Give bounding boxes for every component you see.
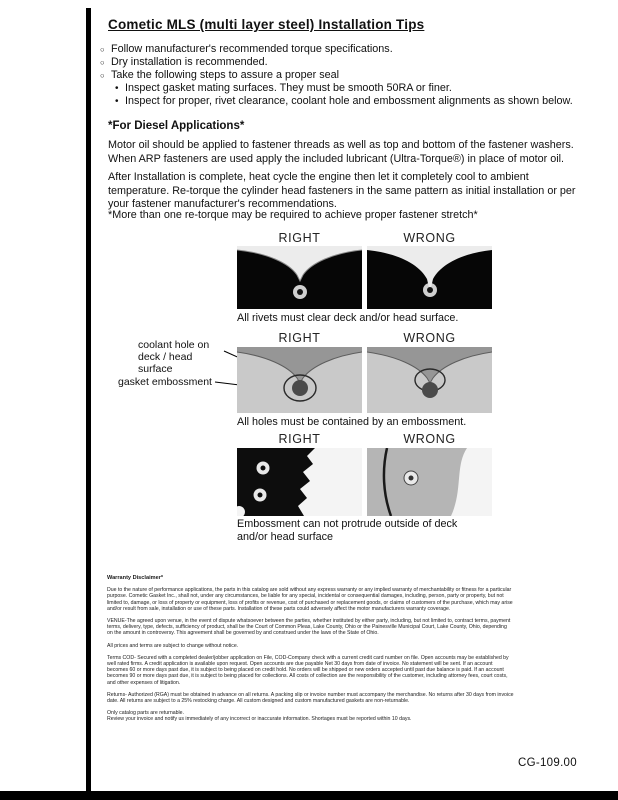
bullet-icon: ○: [100, 45, 105, 54]
legal-section: [107, 575, 514, 729]
legal-paragraph: Review your invoice and notify us immediately of any incorrect or inaccurate information. Shortages must be reported within 10 days.: [107, 716, 412, 723]
rivet-clearance-wrong-illustration: [367, 246, 492, 309]
list-item: [100, 43, 592, 56]
rivet-clearance-right-illustration: [237, 246, 362, 309]
legal-paragraph: Only catalog parts are returnable.: [107, 710, 184, 717]
list-item-text: Inspect gasket mating surfaces. They must be smooth 50RA or finer.: [125, 82, 452, 94]
bullet-icon: •: [115, 96, 119, 107]
diesel-paragraph-2: After Installation is complete, heat cycle the engine then let it completely cool to ambient temperature. Re-torque the cylinder head fasteners in the same pattern as initial installation or per your fastener manufacturer's recommendations.: [108, 171, 576, 210]
bullet-icon: ○: [100, 71, 105, 80]
gasket-embossment-callout: gasket embossment: [118, 376, 212, 388]
installation-tips-list: [100, 43, 592, 108]
legal-paragraph: All prices and terms are subject to change without notice.: [107, 642, 239, 649]
figure1-right-label: RIGHT: [278, 231, 321, 245]
catalog-page-code: CG-109.00: [518, 757, 577, 769]
figure1-caption: All rivets must clear deck and/or head surface.: [237, 312, 459, 324]
list-item: [100, 95, 592, 108]
embossment-protrusion-wrong-illustration: [367, 448, 492, 516]
list-item-text: Inspect for proper, rivet clearance, coolant hole and embossment alignments as shown below.: [125, 95, 573, 107]
embossment-containment-wrong-illustration: [367, 347, 492, 413]
list-item-text: Take the following steps to assure a proper seal: [111, 69, 340, 81]
legal-paragraph: Terms COD- Secured with a completed dealer/jobber application on File, COD-Company check with a current credit card number on file. Open accounts may be established by well rated firms. A credit application is available upon request. Open accounts are due payable Net 30 days from date of invoice. No statement will be sent. If an account becomes 60 or more days past due, it is subject to being placed on credit hold. No orders will be shipped or new orders accepted until past due balance is paid. If an account becomes 90 or more days past due, it is subject to being placed for collections. All costs of collection are the responsibility of the customer, including attorney fees, court costs, and other expenses of litigation.: [107, 654, 509, 686]
diesel-paragraph-1: Motor oil should be applied to fastener threads as well as top and bottom of the fastener washers. When ARP fasteners are used apply the included lubricant (Ultra-Torque®) in place of motor oil.: [108, 139, 574, 165]
legal-paragraph: Returns- Authorized (RGA) must be obtained in advance on all returns. A packing slip or invoice number must accompany the merchandise. No returns after 30 days from invoice date. All returns are subject to a 25% restocking charge. All custom designed and custom manufactured gaskets are non-returnable.: [107, 691, 514, 705]
figure1-wrong-label: WRONG: [403, 231, 456, 245]
legal-paragraph: Due to the nature of performance applications, the parts in this catalog are sold without any express warranty or any implied warranty of merchantability or fitness for a particular purpose. Cometic Gasket Inc., shall not, under any circumstances, be liable for any special, incidental or consequential damages, including, person, party or property, but not limited to, damage, or loss of property or equipment, loss of profits or revenue, cost of purchased or replacement goods, or claims of customers of the purchase, which may arise and/or result from sale, installation or use of these parts. Installation of these parts could adversely affect the motor manufacturers warranty coverage.: [107, 587, 513, 612]
list-item-text: Dry installation is recommended.: [111, 56, 268, 68]
legal-paragraph: VENUE-The agreed upon venue, in the event of dispute whatsoever between the parties, whether instituted by either party, including, but not limited to, contract terms, payment terms, delivery, type, defects, sufficiency of product, shall be the Court of Common Pleas, Lake County, Ohio or the Painesville Municipal Court, Lake County, Ohio, depending on the amount in controversy. This agreement shall be governed by and construed under the laws of the State of Ohio.: [107, 618, 511, 637]
scan-edge-left: [86, 8, 91, 800]
retorque-note: *More than one re-torque may be required to achieve proper fastener stretch*: [108, 209, 478, 221]
list-item: [100, 56, 592, 69]
figure3-caption: Embossment can not protrude outside of deck and/or head surface: [237, 518, 458, 543]
bullet-icon: ○: [100, 58, 105, 67]
warranty-disclaimer-heading: Warranty Disclaimer*: [107, 575, 164, 581]
diesel-applications-heading: *For Diesel Applications*: [108, 120, 245, 132]
figure2-right-label: RIGHT: [278, 331, 321, 345]
embossment-containment-right-illustration: [237, 347, 362, 413]
bullet-icon: •: [115, 83, 119, 94]
figure2-caption: All holes must be contained by an embossment.: [237, 416, 467, 428]
list-item: [100, 69, 592, 82]
page-title: Cometic MLS (multi layer steel) Installation Tips: [108, 17, 425, 32]
list-item-text: Follow manufacturer's recommended torque specifications.: [111, 43, 393, 55]
list-item: [100, 82, 592, 95]
figure3-right-label: RIGHT: [278, 432, 321, 446]
scan-edge-bottom: [0, 791, 618, 800]
figure2-wrong-label: WRONG: [403, 331, 456, 345]
embossment-protrusion-right-illustration: [237, 448, 362, 516]
coolant-hole-callout: coolant hole on deck / head surface: [138, 339, 210, 375]
figure3-wrong-label: WRONG: [403, 432, 456, 446]
